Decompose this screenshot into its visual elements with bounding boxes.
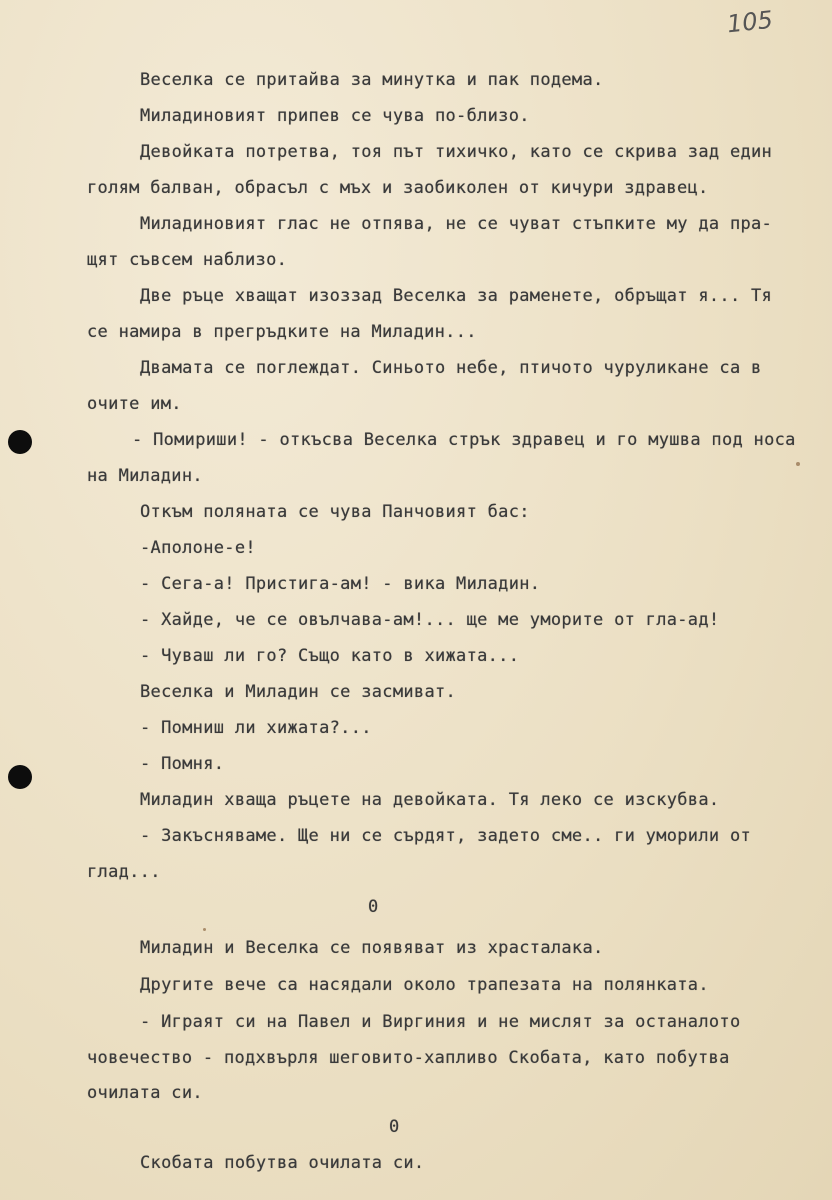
text-line: - Закъсняваме. Ще ни се сърдят, задето сме.. ги уморили от <box>140 826 752 846</box>
text-line: Две ръце хващат изоззад Веселка за раменете, обръщат я... Тя <box>140 286 773 306</box>
text-line: - Помниш ли хижата?... <box>140 718 372 738</box>
text-line: Миладин и Веселка се появяват из храсталака. <box>140 938 604 958</box>
text-line: - Хайде, че се овълчава-ам!... ще ме уморите от гла-ад! <box>140 610 720 630</box>
paper-speck <box>203 928 206 931</box>
page-number: 105 <box>725 5 775 39</box>
text-line: на Миладин. <box>87 466 203 486</box>
text-line: Откъм поляната се чува Панчовият бас: <box>140 502 530 522</box>
text-line: голям балван, обрасъл с мъх и заобиколен от кичури здравец. <box>87 178 709 198</box>
text-line: Миладиновият припев се чува по-близо. <box>140 106 530 126</box>
section-separator: 0 <box>389 1117 400 1137</box>
text-line: - Сега-а! Пристига-ам! - вика Миладин. <box>140 574 541 594</box>
text-line: очилата си. <box>87 1083 203 1103</box>
paper-speck <box>796 462 800 466</box>
text-line: глад... <box>87 862 161 882</box>
text-line: - Помня. <box>140 754 225 774</box>
text-line: Девойката потретва, тоя път тихичко, като се скрива зад един <box>140 142 773 162</box>
punch-hole-top <box>8 430 32 454</box>
text-line: Скобата побутва очилата си. <box>140 1153 425 1173</box>
text-line: - Помириши! - откъсва Веселка стрък здравец и го мушва под носа <box>132 430 796 450</box>
text-line: човечество - подхвърля шеговито-хапливо Скобата, като побутва <box>87 1048 730 1068</box>
text-line: щят съвсем наблизо. <box>87 250 288 270</box>
text-line: - Чуваш ли го? Също като в хижата... <box>140 646 520 666</box>
text-line: се намира в прегръдките на Миладин... <box>87 322 477 342</box>
text-line: Веселка се притайва за минутка и пак подема. <box>140 70 604 90</box>
text-line: Миладиновият глас не отпява, не се чуват стъпките му да пра- <box>140 214 773 234</box>
punch-hole-bottom <box>8 765 32 789</box>
text-line: Веселка и Миладин се засмиват. <box>140 682 457 702</box>
text-line: Другите вече са насядали около трапезата на полянката. <box>140 975 709 995</box>
text-line: - Играят си на Павел и Виргиния и не мислят за останалото <box>140 1012 741 1032</box>
text-line: очите им. <box>87 394 182 414</box>
section-separator: 0 <box>368 897 379 917</box>
text-line: Миладин хваща ръцете на девойката. Тя леко се изскубва. <box>140 790 720 810</box>
text-line: -Аполоне-е! <box>140 538 256 558</box>
text-line: Двамата се поглеждат. Синьото небе, птичото чуруликане са в <box>140 358 762 378</box>
